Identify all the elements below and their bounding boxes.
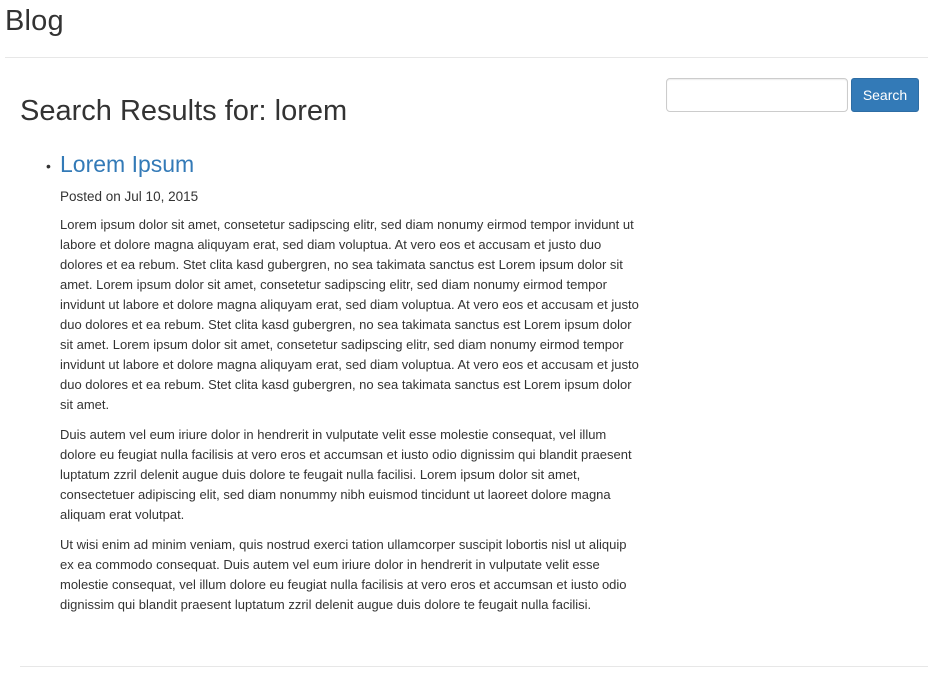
search-input[interactable] — [666, 78, 848, 112]
site-title[interactable]: Blog — [5, 5, 64, 37]
post-date: Posted on Jul 10, 2015 — [60, 189, 199, 204]
search-results-title: Search Results for: lorem — [20, 95, 348, 127]
post-body — [60, 215, 640, 615]
post-title — [60, 148, 640, 180]
post-paragraph: Lorem ipsum dolor sit amet, consetetur sadipscing elitr, sed diam nonumy eirmod tempor invidunt ut labore et dolore magna aliquyam erat, sed diam voluptua. At vero eos et accusam et justo duo dolores et ea rebum. Stet clita kasd gubergren, no sea takimata sanctus est Lorem ipsum dolor sit amet. Lorem ipsum dolor sit amet, consetetur sadipscing elitr, sed diam nonumy eirmod tempor invidunt ut labore et dolore magna aliquyam erat, sed diam voluptua. At vero eos et accusam et justo duo dolores et ea rebum. Stet clita kasd gubergren, no sea takimata sanctus est Lorem ipsum dolor sit amet. Lorem ipsum dolor sit amet, consetetur sadipscing elitr, sed diam nonumy eirmod tempor invidunt ut labore et dolore magna aliquyam erat, sed diam voluptua. At vero eos et accusam et justo duo dolores et ea rebum. Stet clita kasd gubergren, no sea takimata sanctus est Lorem ipsum dolor sit amet. — [60, 217, 639, 412]
site-header — [5, 0, 928, 58]
list-bullet: • — [46, 158, 51, 174]
search-form — [666, 78, 919, 112]
post-paragraph: Ut wisi enim ad minim veniam, quis nostrud exerci tation ullamcorper suscipit lobortis nisl ut aliquip ex ea commodo consequat. Duis autem vel eum iriure dolor in hendrerit in vulputate velit esse molestie consequat, vel illum dolore eu feugiat nulla facilisis at vero eros et accumsan et iusto odio dignissim qui blandit praesent luptatum zzril delenit augue duis dolore te feugait nulla facilisi. — [60, 537, 627, 612]
search-button[interactable]: Search — [851, 78, 919, 112]
post-title-link[interactable]: Lorem Ipsum — [60, 151, 195, 177]
search-result-item — [46, 148, 640, 615]
post-paragraph: Duis autem vel eum iriure dolor in hendrerit in vulputate velit esse molestie consequat, vel illum dolore eu feugiat nulla facilisis at vero eros et accumsan et iusto odio dignissim qui blandit praesent luptatum zzril delenit augue duis dolore te feugait nulla facilisi. Lorem ipsum dolor sit amet, consectetuer adipiscing elit, sed diam nonummy nibh euismod tincidunt ut laoreet dolore magna aliquam erat volutpat. — [60, 427, 632, 522]
search-results-list — [46, 148, 640, 625]
footer-divider — [20, 666, 928, 667]
